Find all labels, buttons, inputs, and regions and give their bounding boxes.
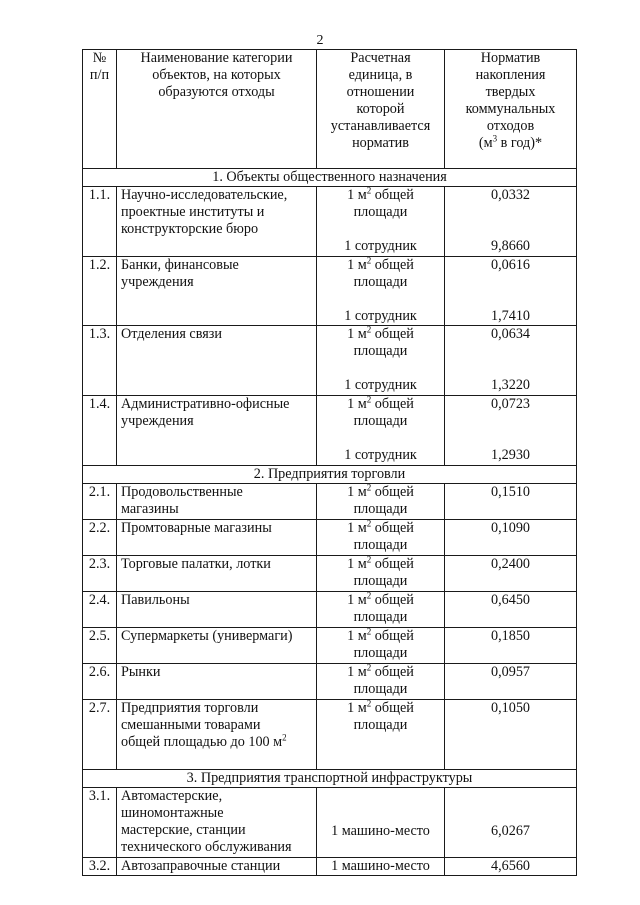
row-name: Супермаркеты (универмаги) <box>117 628 317 664</box>
row-num: 1.1. <box>83 187 117 257</box>
table-row <box>83 556 577 592</box>
header-category-name: Наименование категории объектов, на которых образуются отходы <box>117 50 317 169</box>
row-value: 0,1510 <box>445 484 577 520</box>
table-row <box>83 187 577 257</box>
row-unit: 1 $м^2$ общей площади 1 сотрудник <box>317 257 445 326</box>
header-calc-unit: Расчетная единица, в отношении которой устанавливается норматив <box>317 50 445 169</box>
row-unit: 1 $м^2$ общей площади <box>317 592 445 628</box>
table-row <box>83 628 577 664</box>
row-name: Предприятия торговли смешанными товарами общей площадью до 100 $м^2$ <box>117 700 317 770</box>
row-num: 2.2. <box>83 520 117 556</box>
section-title: 3. Предприятия транспортной инфраструктуры <box>83 770 577 788</box>
row-num: 3.2. <box>83 858 117 876</box>
row-value: 4,6560 <box>445 858 577 876</box>
section-title: 1. Объекты общественного назначения <box>83 169 577 187</box>
table-row <box>83 257 577 326</box>
table-row <box>83 484 577 520</box>
row-value: 0,0332 9,8660 <box>445 187 577 257</box>
row-num: 3.1. <box>83 788 117 858</box>
row-value: 0,1090 <box>445 520 577 556</box>
row-value: 0,0723 1,2930 <box>445 396 577 466</box>
row-value: 0,1850 <box>445 628 577 664</box>
row-unit: 1 $м^2$ общей площади <box>317 520 445 556</box>
row-unit: 1 $м^2$ общей площади <box>317 664 445 700</box>
table-row <box>83 326 577 396</box>
row-value: 0,0634 1,3220 <box>445 326 577 396</box>
row-unit: 1 $м^2$ общей площади <box>317 484 445 520</box>
waste-norms-table <box>82 49 577 876</box>
row-name: Автозаправочные станции <box>117 858 317 876</box>
row-name: Научно-исследовательские, проектные институты и конструкторские бюро <box>117 187 317 257</box>
row-name: Рынки <box>117 664 317 700</box>
row-unit: 1 $м^2$ общей площади 1 сотрудник <box>317 187 445 257</box>
row-name: Отделения связи <box>117 326 317 396</box>
row-num: 2.1. <box>83 484 117 520</box>
row-unit: 1 машино-место <box>317 788 445 858</box>
row-value: 0,0957 <box>445 664 577 700</box>
row-name: Продовольственные магазины <box>117 484 317 520</box>
row-num: 2.3. <box>83 556 117 592</box>
row-num: 1.2. <box>83 257 117 326</box>
row-value: 0,6450 <box>445 592 577 628</box>
table-row <box>83 788 577 858</box>
row-num: 2.4. <box>83 592 117 628</box>
section-row <box>83 169 577 187</box>
table-row <box>83 664 577 700</box>
row-name: Административно-офисные учреждения <box>117 396 317 466</box>
header-norm: Норматив накопления твердых коммунальных отходов ($м^3$ в год)* <box>445 50 577 169</box>
table-row <box>83 858 577 876</box>
page-number: 2 <box>316 33 324 48</box>
table-row <box>83 700 577 770</box>
row-num: 2.6. <box>83 664 117 700</box>
section-row <box>83 466 577 484</box>
table-row <box>83 396 577 466</box>
table-row <box>83 520 577 556</box>
section-title: 2. Предприятия торговли <box>83 466 577 484</box>
row-num: 1.4. <box>83 396 117 466</box>
table-row <box>83 592 577 628</box>
row-value: 0,0616 1,7410 <box>445 257 577 326</box>
row-num: 2.7. <box>83 700 117 770</box>
row-name: Павильоны <box>117 592 317 628</box>
row-name: Торговые палатки, лотки <box>117 556 317 592</box>
section-row <box>83 770 577 788</box>
row-unit: 1 $м^2$ общей площади 1 сотрудник <box>317 396 445 466</box>
row-name: Промтоварные магазины <box>117 520 317 556</box>
table-header-row <box>83 50 577 169</box>
row-unit: 1 $м^2$ общей площади 1 сотрудник <box>317 326 445 396</box>
row-unit: 1 $м^2$ общей площади <box>317 628 445 664</box>
row-num: 2.5. <box>83 628 117 664</box>
header-num: № п/п <box>83 50 117 169</box>
row-value: 6,0267 <box>445 788 577 858</box>
row-value: 0,1050 <box>445 700 577 770</box>
row-num: 1.3. <box>83 326 117 396</box>
row-value: 0,2400 <box>445 556 577 592</box>
row-unit: 1 машино-место <box>317 858 445 876</box>
row-unit: 1 $м^2$ общей площади <box>317 556 445 592</box>
row-name: Банки, финансовые учреждения <box>117 257 317 326</box>
row-unit: 1 $м^2$ общей площади <box>317 700 445 770</box>
row-name: Автомастерские, шиномонтажные мастерские, станции технического обслуживания <box>117 788 317 858</box>
